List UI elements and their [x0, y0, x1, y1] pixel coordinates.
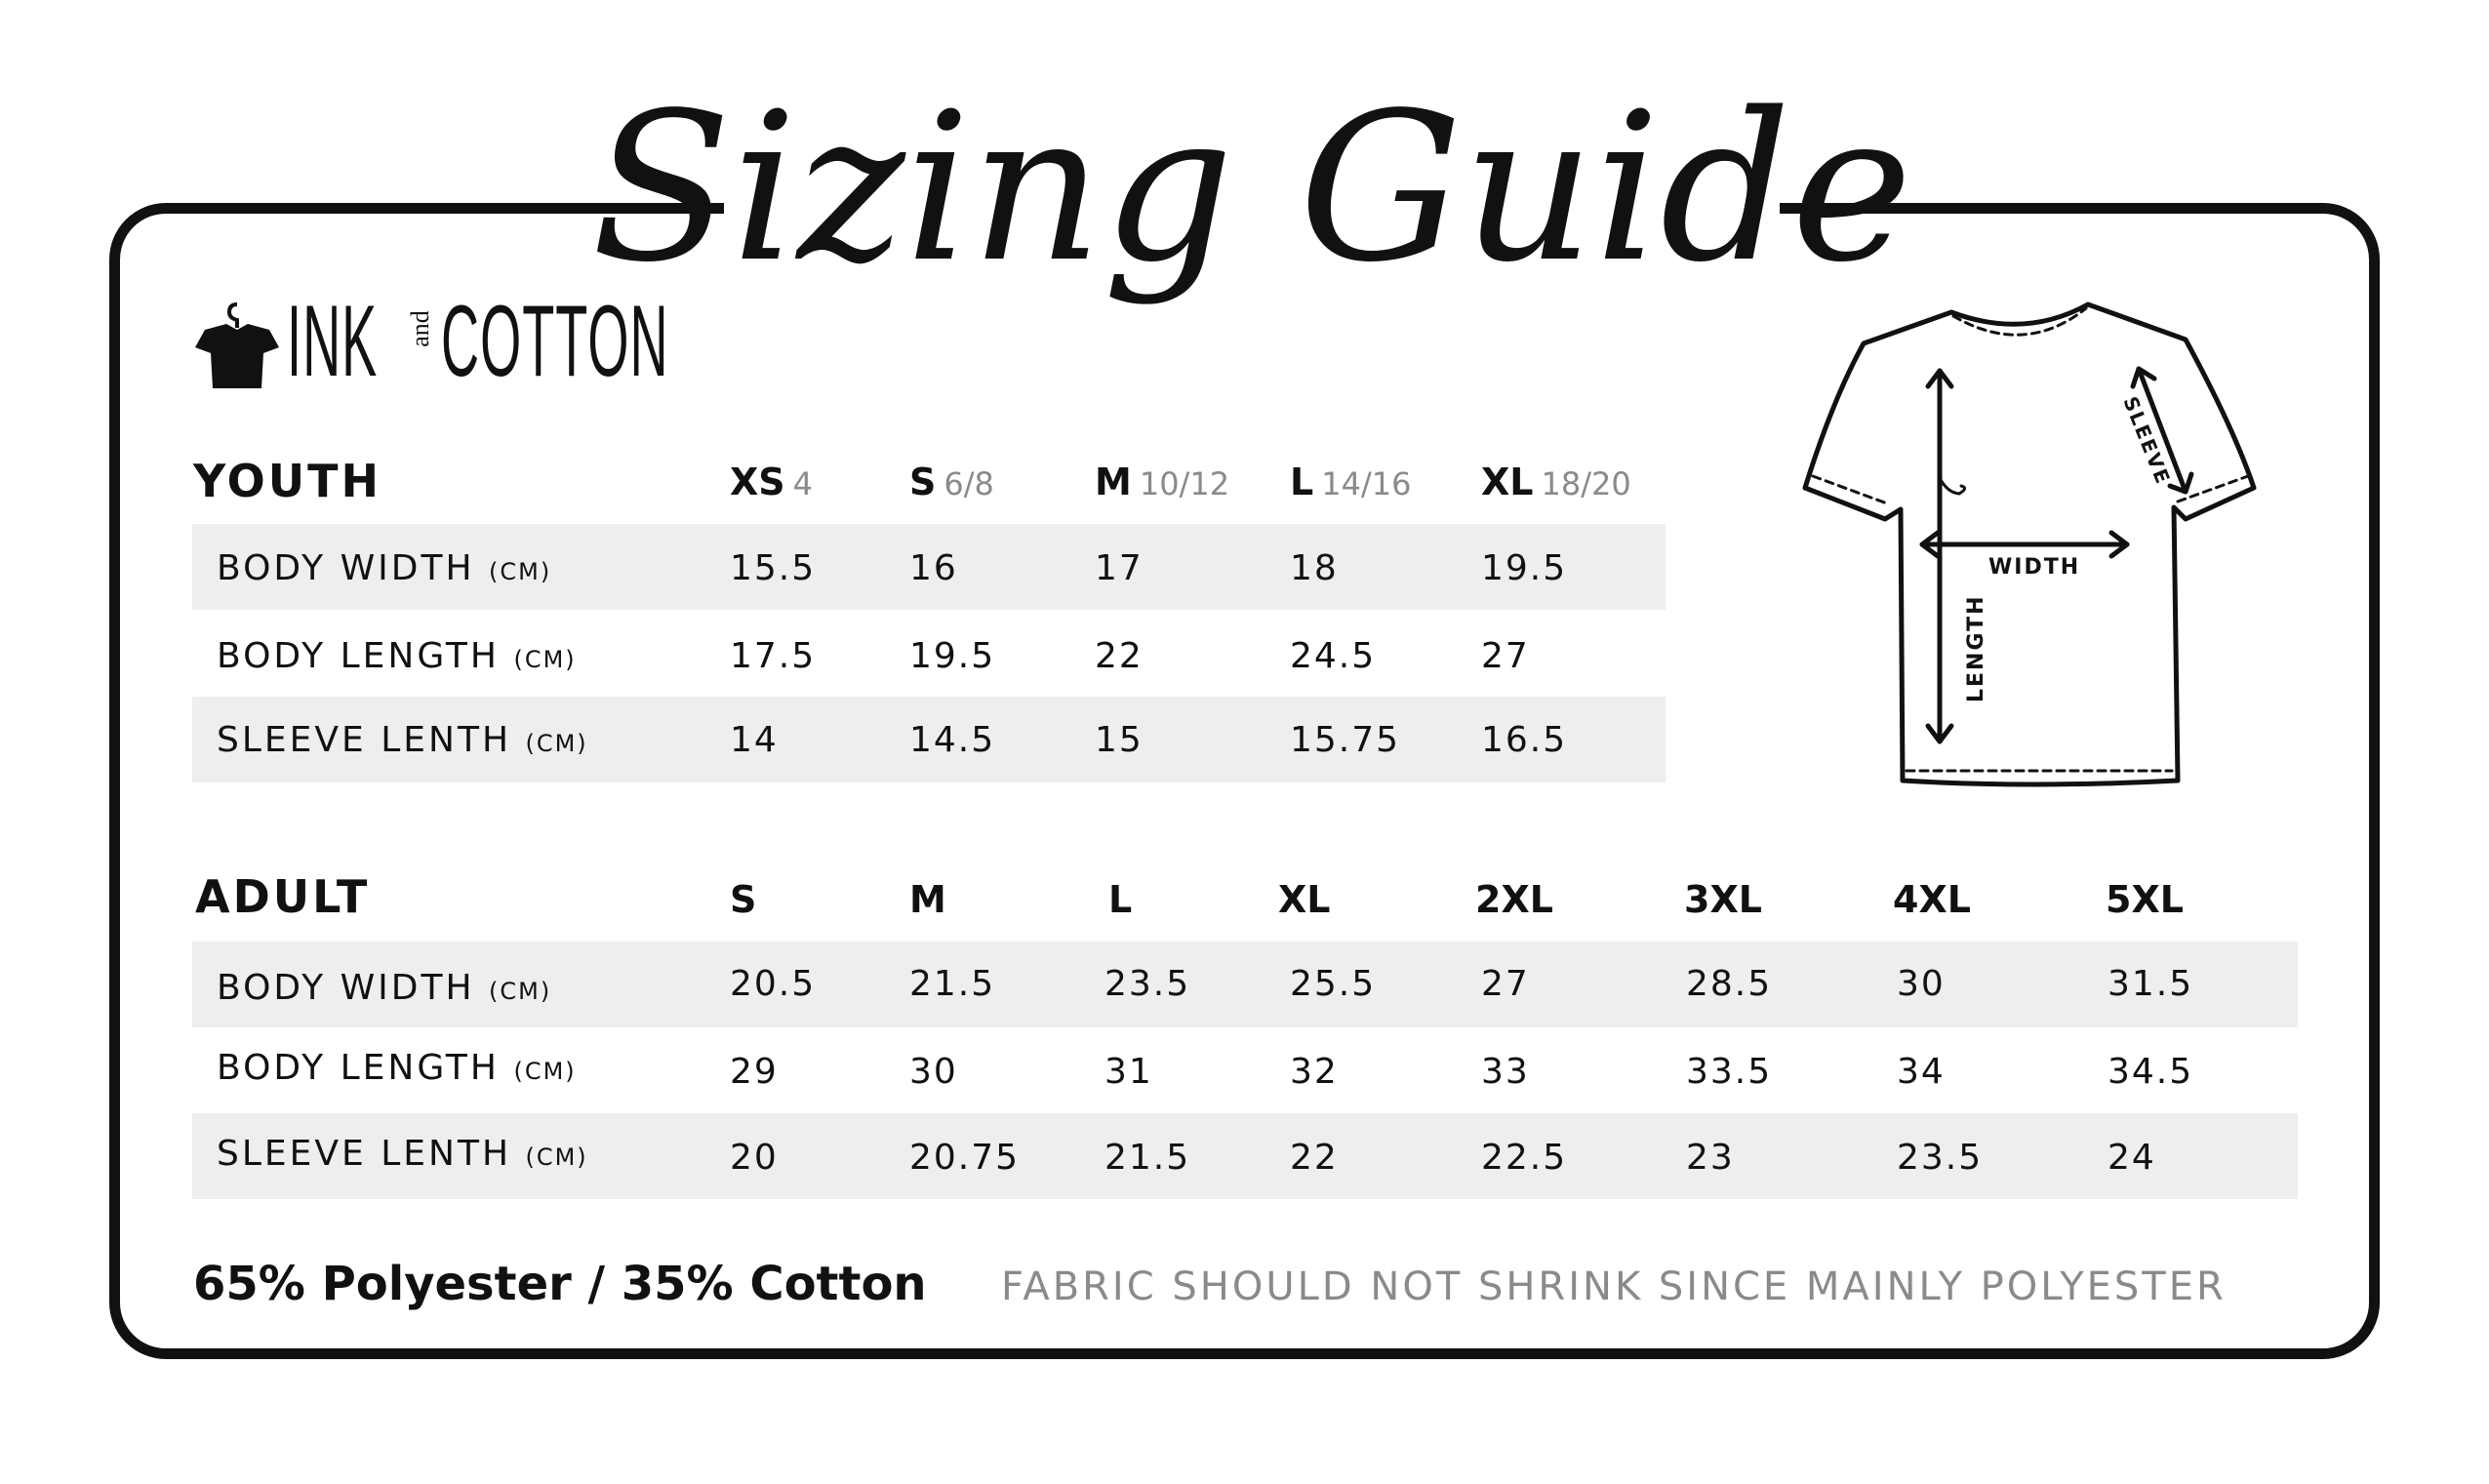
table-cell: 14	[730, 720, 779, 760]
adult-label: ADULT	[195, 870, 371, 923]
youth-size-head: XL 18/20	[1481, 461, 1631, 503]
youth-size-head: S 6/8	[909, 461, 994, 503]
adult-size-head: 4XL	[1893, 878, 1971, 921]
adult-size-head: XL	[1278, 878, 1331, 921]
table-cell: 34.5	[2108, 1052, 2194, 1092]
table-cell: 16.5	[1481, 720, 1568, 760]
table-cell: 22	[1290, 1138, 1339, 1178]
brand-ink: INK	[287, 285, 379, 398]
adult-size-head: M	[909, 878, 946, 921]
table-cell: 33.5	[1686, 1052, 1773, 1092]
table-cell: 33	[1481, 1052, 1530, 1092]
shrink-note: FABRIC SHOULD NOT SHRINK SINCE MAINLY POLYESTER	[1001, 1264, 2227, 1309]
youth-label: YOUTH	[193, 455, 382, 507]
table-cell: 19.5	[909, 636, 996, 676]
table-cell: 23.5	[1897, 1138, 1984, 1178]
table-cell: 17.5	[730, 636, 817, 676]
row-label: BODY LENGTH (CM)	[217, 636, 577, 676]
table-cell: 24	[2108, 1138, 2156, 1178]
brand-and: and	[405, 310, 434, 347]
table-cell: 18	[1290, 548, 1339, 588]
adult-size-head: 2XL	[1475, 878, 1553, 921]
table-cell: 14.5	[909, 720, 996, 760]
tshirt-measurement-diagram	[1776, 293, 2264, 800]
table-cell: 20.5	[730, 964, 817, 1004]
table-cell: 32	[1290, 1052, 1339, 1092]
adult-size-head: 5XL	[2106, 878, 2184, 921]
width-label: WIDTH	[1988, 555, 2081, 580]
table-cell: 17	[1095, 548, 1144, 588]
table-cell: 28.5	[1686, 964, 1773, 1004]
row-label: BODY LENGTH (CM)	[217, 1048, 577, 1088]
row-label: BODY WIDTH (CM)	[217, 548, 552, 588]
shirt-hanger-icon	[193, 301, 281, 398]
table-cell: 19.5	[1481, 548, 1568, 588]
table-cell: 21.5	[909, 964, 996, 1004]
material-composition: 65% Polyester / 35% Cotton	[193, 1257, 927, 1311]
row-label: SLEEVE LENTH (CM)	[217, 720, 588, 760]
table-cell: 23.5	[1104, 964, 1191, 1004]
page-title	[590, 39, 1913, 361]
adult-size-head: L	[1108, 878, 1133, 921]
table-cell: 23	[1686, 1138, 1735, 1178]
table-cell: 30	[1897, 964, 1946, 1004]
adult-size-head: S	[730, 878, 757, 921]
table-cell: 27	[1481, 636, 1530, 676]
table-cell: 22	[1095, 636, 1144, 676]
row-label: BODY WIDTH (CM)	[217, 968, 552, 1008]
table-cell: 20	[730, 1138, 779, 1178]
table-cell: 15.5	[730, 548, 817, 588]
length-label: LENGTH	[1964, 594, 1988, 702]
youth-size-head: L 14/16	[1290, 461, 1412, 503]
row-label: SLEEVE LENTH (CM)	[217, 1134, 588, 1174]
brand-cotton: COTTON	[441, 285, 669, 398]
table-cell: 30	[909, 1052, 958, 1092]
table-cell: 24.5	[1290, 636, 1377, 676]
table-cell: 22.5	[1481, 1138, 1568, 1178]
brand-logo	[193, 285, 669, 400]
table-cell: 15	[1095, 720, 1144, 760]
table-cell: 29	[730, 1052, 779, 1092]
page-title-text: Sizing Guide	[590, 68, 1913, 307]
table-cell: 20.75	[909, 1138, 1021, 1178]
sleeve-label: SLEEVE	[2118, 392, 2176, 489]
youth-size-head: XS 4	[730, 461, 814, 503]
table-cell: 31	[1104, 1052, 1153, 1092]
table-cell: 25.5	[1290, 964, 1377, 1004]
table-cell: 34	[1897, 1052, 1946, 1092]
table-cell: 15.75	[1290, 720, 1401, 760]
table-cell: 21.5	[1104, 1138, 1191, 1178]
table-cell: 31.5	[2108, 964, 2194, 1004]
table-cell: 27	[1481, 964, 1530, 1004]
table-cell: 16	[909, 548, 958, 588]
youth-size-head: M 10/12	[1095, 461, 1230, 503]
adult-size-head: 3XL	[1684, 878, 1762, 921]
